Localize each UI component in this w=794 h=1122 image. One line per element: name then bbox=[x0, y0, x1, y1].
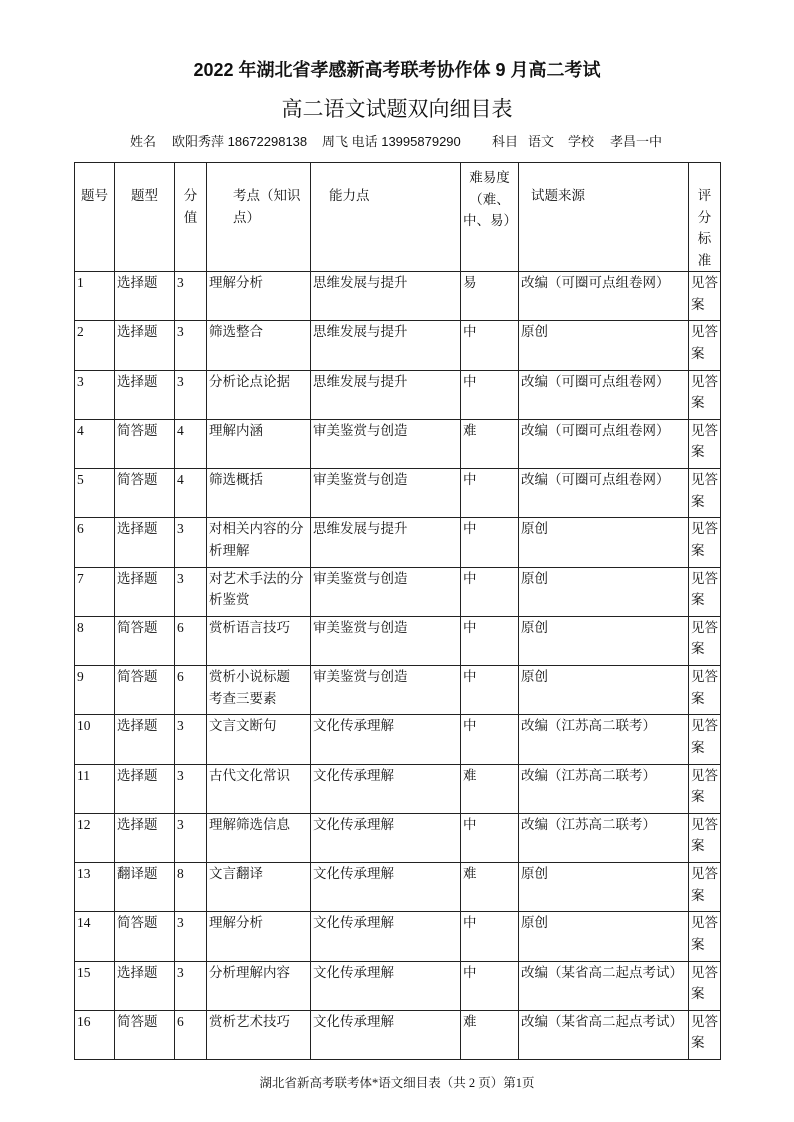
school-value: 孝昌一中 bbox=[610, 134, 663, 149]
cell-question-type: 翻译题 bbox=[115, 863, 175, 912]
cell-knowledge-point: 理解分析 bbox=[207, 272, 311, 321]
cell-question-type: 简答题 bbox=[115, 469, 175, 518]
table-row bbox=[75, 272, 721, 321]
cell-difficulty: 中 bbox=[461, 370, 519, 419]
contact-info: 周飞 电话 13995879290 bbox=[322, 134, 461, 149]
cell-source: 原创 bbox=[519, 912, 689, 961]
cell-ability: 文化传承理解 bbox=[311, 863, 461, 912]
cell-ability: 思维发展与提升 bbox=[311, 321, 461, 370]
table-row bbox=[75, 321, 721, 370]
cell-ability: 文化传承理解 bbox=[311, 715, 461, 764]
cell-ability: 文化传承理解 bbox=[311, 961, 461, 1010]
cell-difficulty: 中 bbox=[461, 518, 519, 567]
cell-ability: 思维发展与提升 bbox=[311, 370, 461, 419]
cell-source: 原创 bbox=[519, 863, 689, 912]
cell-score: 6 bbox=[175, 1010, 207, 1059]
name-value: 欧阳秀萍 18672298138 bbox=[172, 134, 308, 149]
header-question-type: 题型 bbox=[115, 163, 175, 272]
cell-knowledge-point: 古代文化常识 bbox=[207, 764, 311, 813]
cell-difficulty: 易 bbox=[461, 272, 519, 321]
document-title: 2022 年湖北省孝感新高考联考协作体 9 月高二考试 bbox=[193, 60, 601, 80]
cell-source: 原创 bbox=[519, 666, 689, 715]
table-row bbox=[75, 1010, 721, 1059]
cell-question-type: 选择题 bbox=[115, 764, 175, 813]
cell-source: 改编（可圈可点组卷网） bbox=[519, 272, 689, 321]
page-footer: 湖北省新高考联考体*语文细目表（共 2 页）第1页 bbox=[259, 1076, 535, 1090]
cell-grading: 见答案 bbox=[689, 1010, 721, 1059]
table-row bbox=[75, 370, 721, 419]
table-header bbox=[75, 163, 721, 272]
cell-question-type: 简答题 bbox=[115, 1010, 175, 1059]
cell-ability: 思维发展与提升 bbox=[311, 272, 461, 321]
cell-score: 6 bbox=[175, 666, 207, 715]
cell-question-no: 16 bbox=[75, 1010, 115, 1059]
cell-score: 3 bbox=[175, 272, 207, 321]
cell-score: 3 bbox=[175, 370, 207, 419]
cell-score: 8 bbox=[175, 863, 207, 912]
cell-question-no: 6 bbox=[75, 518, 115, 567]
cell-score: 3 bbox=[175, 715, 207, 764]
cell-ability: 文化传承理解 bbox=[311, 1010, 461, 1059]
cell-grading: 见答案 bbox=[689, 813, 721, 862]
cell-difficulty: 难 bbox=[461, 1010, 519, 1059]
table-body bbox=[75, 272, 721, 1060]
cell-source: 改编（可圈可点组卷网） bbox=[519, 419, 689, 468]
header-grading: 评分标准 bbox=[689, 163, 721, 272]
subject-label: 科目 bbox=[492, 134, 519, 149]
cell-difficulty: 中 bbox=[461, 666, 519, 715]
cell-knowledge-point: 分析理解内容 bbox=[207, 961, 311, 1010]
cell-question-no: 9 bbox=[75, 666, 115, 715]
cell-difficulty: 难 bbox=[461, 419, 519, 468]
table-row bbox=[75, 813, 721, 862]
cell-knowledge-point: 文言文断句 bbox=[207, 715, 311, 764]
cell-question-type: 选择题 bbox=[115, 518, 175, 567]
cell-source: 原创 bbox=[519, 616, 689, 665]
table-row bbox=[75, 715, 721, 764]
table-row bbox=[75, 764, 721, 813]
cell-grading: 见答案 bbox=[689, 469, 721, 518]
cell-difficulty: 中 bbox=[461, 469, 519, 518]
cell-question-type: 选择题 bbox=[115, 813, 175, 862]
cell-score: 4 bbox=[175, 419, 207, 468]
cell-ability: 文化传承理解 bbox=[311, 813, 461, 862]
cell-source: 改编（江苏高二联考） bbox=[519, 715, 689, 764]
cell-ability: 审美鉴赏与创造 bbox=[311, 616, 461, 665]
cell-difficulty: 中 bbox=[461, 961, 519, 1010]
header-difficulty: 难易度（难、中、易） bbox=[461, 163, 519, 272]
cell-knowledge-point: 赏析语言技巧 bbox=[207, 616, 311, 665]
header-source: 试题来源 bbox=[519, 163, 689, 272]
cell-score: 3 bbox=[175, 912, 207, 961]
table-row bbox=[75, 567, 721, 616]
cell-question-no: 1 bbox=[75, 272, 115, 321]
table-row bbox=[75, 863, 721, 912]
cell-difficulty: 中 bbox=[461, 912, 519, 961]
header-question-no: 题号 bbox=[75, 163, 115, 272]
table-row bbox=[75, 419, 721, 468]
cell-question-no: 8 bbox=[75, 616, 115, 665]
cell-question-type: 选择题 bbox=[115, 961, 175, 1010]
name-label: 姓名 bbox=[130, 134, 157, 149]
cell-grading: 见答案 bbox=[689, 321, 721, 370]
cell-grading: 见答案 bbox=[689, 518, 721, 567]
table-row bbox=[75, 912, 721, 961]
table-row bbox=[75, 961, 721, 1010]
cell-score: 6 bbox=[175, 616, 207, 665]
cell-source: 改编（可圈可点组卷网） bbox=[519, 469, 689, 518]
cell-ability: 思维发展与提升 bbox=[311, 518, 461, 567]
cell-grading: 见答案 bbox=[689, 567, 721, 616]
cell-question-type: 简答题 bbox=[115, 666, 175, 715]
cell-source: 原创 bbox=[519, 518, 689, 567]
cell-grading: 见答案 bbox=[689, 370, 721, 419]
cell-knowledge-point: 对艺术手法的分析鉴赏 bbox=[207, 567, 311, 616]
header-ability: 能力点 bbox=[311, 163, 461, 272]
cell-difficulty: 难 bbox=[461, 764, 519, 813]
cell-ability: 文化传承理解 bbox=[311, 912, 461, 961]
cell-question-type: 简答题 bbox=[115, 419, 175, 468]
cell-question-type: 简答题 bbox=[115, 616, 175, 665]
school-label: 学校 bbox=[568, 134, 595, 149]
cell-question-no: 11 bbox=[75, 764, 115, 813]
cell-grading: 见答案 bbox=[689, 419, 721, 468]
cell-source: 改编（江苏高二联考） bbox=[519, 813, 689, 862]
cell-question-no: 15 bbox=[75, 961, 115, 1010]
cell-ability: 审美鉴赏与创造 bbox=[311, 469, 461, 518]
cell-grading: 见答案 bbox=[689, 961, 721, 1010]
cell-grading: 见答案 bbox=[689, 666, 721, 715]
cell-question-type: 简答题 bbox=[115, 912, 175, 961]
cell-difficulty: 中 bbox=[461, 813, 519, 862]
cell-source: 改编（可圈可点组卷网） bbox=[519, 370, 689, 419]
cell-question-type: 选择题 bbox=[115, 321, 175, 370]
header-knowledge-point: 考点（知识点） bbox=[207, 163, 311, 272]
cell-question-type: 选择题 bbox=[115, 567, 175, 616]
cell-grading: 见答案 bbox=[689, 715, 721, 764]
cell-grading: 见答案 bbox=[689, 272, 721, 321]
cell-knowledge-point: 理解内涵 bbox=[207, 419, 311, 468]
cell-score: 3 bbox=[175, 813, 207, 862]
cell-question-type: 选择题 bbox=[115, 370, 175, 419]
cell-knowledge-point: 分析论点论据 bbox=[207, 370, 311, 419]
cell-score: 3 bbox=[175, 321, 207, 370]
cell-question-type: 选择题 bbox=[115, 272, 175, 321]
cell-knowledge-point: 文言翻译 bbox=[207, 863, 311, 912]
cell-score: 3 bbox=[175, 518, 207, 567]
cell-score: 3 bbox=[175, 961, 207, 1010]
cell-source: 原创 bbox=[519, 567, 689, 616]
cell-knowledge-point: 赏析小说标题考查三要素 bbox=[207, 666, 311, 715]
cell-ability: 审美鉴赏与创造 bbox=[311, 567, 461, 616]
cell-source: 改编（江苏高二联考） bbox=[519, 764, 689, 813]
subject-value: 语文 bbox=[528, 134, 555, 149]
table-row bbox=[75, 616, 721, 665]
header-row bbox=[75, 163, 721, 272]
cell-difficulty: 难 bbox=[461, 863, 519, 912]
cell-difficulty: 中 bbox=[461, 567, 519, 616]
cell-question-no: 12 bbox=[75, 813, 115, 862]
cell-question-no: 4 bbox=[75, 419, 115, 468]
cell-question-no: 2 bbox=[75, 321, 115, 370]
cell-ability: 审美鉴赏与创造 bbox=[311, 666, 461, 715]
cell-question-no: 10 bbox=[75, 715, 115, 764]
cell-knowledge-point: 赏析艺术技巧 bbox=[207, 1010, 311, 1059]
cell-source: 原创 bbox=[519, 321, 689, 370]
cell-source: 改编（某省高二起点考试） bbox=[519, 961, 689, 1010]
cell-difficulty: 中 bbox=[461, 321, 519, 370]
cell-ability: 文化传承理解 bbox=[311, 764, 461, 813]
header-score: 分值 bbox=[175, 163, 207, 272]
detail-table bbox=[74, 162, 721, 1060]
cell-score: 3 bbox=[175, 567, 207, 616]
table-row bbox=[75, 666, 721, 715]
cell-ability: 审美鉴赏与创造 bbox=[311, 419, 461, 468]
table-row bbox=[75, 469, 721, 518]
cell-knowledge-point: 对相关内容的分析理解 bbox=[207, 518, 311, 567]
cell-grading: 见答案 bbox=[689, 863, 721, 912]
cell-source: 改编（某省高二起点考试） bbox=[519, 1010, 689, 1059]
cell-question-no: 5 bbox=[75, 469, 115, 518]
cell-grading: 见答案 bbox=[689, 912, 721, 961]
cell-grading: 见答案 bbox=[689, 616, 721, 665]
table-row bbox=[75, 518, 721, 567]
cell-question-type: 选择题 bbox=[115, 715, 175, 764]
cell-difficulty: 中 bbox=[461, 715, 519, 764]
cell-score: 4 bbox=[175, 469, 207, 518]
cell-question-no: 13 bbox=[75, 863, 115, 912]
cell-knowledge-point: 理解筛选信息 bbox=[207, 813, 311, 862]
cell-grading: 见答案 bbox=[689, 764, 721, 813]
cell-knowledge-point: 筛选整合 bbox=[207, 321, 311, 370]
cell-knowledge-point: 筛选概括 bbox=[207, 469, 311, 518]
cell-question-no: 14 bbox=[75, 912, 115, 961]
document-subtitle: 高二语文试题双向细目表 bbox=[281, 98, 513, 121]
cell-question-no: 7 bbox=[75, 567, 115, 616]
cell-knowledge-point: 理解分析 bbox=[207, 912, 311, 961]
cell-score: 3 bbox=[175, 764, 207, 813]
cell-difficulty: 中 bbox=[461, 616, 519, 665]
cell-question-no: 3 bbox=[75, 370, 115, 419]
